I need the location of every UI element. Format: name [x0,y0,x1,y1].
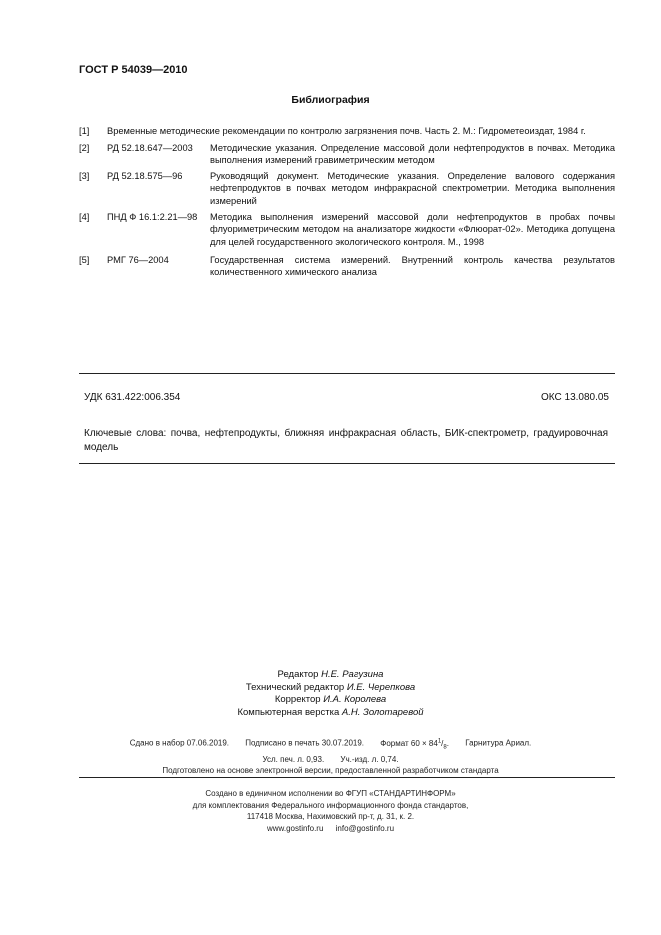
staff-name: И.А. Королева [323,694,387,706]
staff-role: Корректор [274,694,321,706]
staff-role: Редактор [277,669,319,680]
entry-code: РМГ 76—2004 [107,255,169,265]
staff-name: А.Н. Золотаревой [341,706,424,718]
entry-code: РД 52.18.647—2003 [107,143,193,153]
entry-code: ПНД Ф 16.1:2.21—98 [107,212,198,222]
keywords: Ключевые слова: почва, нефтепродукты, ближняя инфракрасная область, БИК-спектрометр, градуировочная модель [84,428,608,453]
standard-code-header: ГОСТ Р 54039—2010 [79,64,188,76]
imprint-line-3: Подготовлено на основе электронной версии, предоставленной разработчиком стандарта [162,766,499,776]
entry-text: Руководящий документ. Методические указания. Определение валового содержания нефтепродуктов в почвах методом инфракрасной спектрометрии. Методика выполнения измерений [210,171,615,206]
oks-code: ОКС 13.080.05 [541,392,609,403]
staff-role: Технический редактор [245,681,345,693]
divider-bottom [79,777,615,778]
print-format: Формат $60 \times 84^1/_8$. [380,738,449,751]
staff-line [0,707,661,720]
divider-top [79,373,615,374]
staff-name: Н.Е. Рагузина [321,669,384,680]
staff-line [0,694,661,707]
publisher-line-2: для комплектования Федерального информационного фонда стандартов, [192,800,469,810]
entry-number: [3] [79,171,90,181]
print-imprint [0,736,661,777]
entry-number: [5] [79,255,90,265]
staff-line [0,682,661,695]
entry-text: Государственная система измерений. Внутренний контроль качества результатов количественного химического анализа [210,255,615,278]
typeface: Гарнитура Ариал. [465,738,532,748]
staff-role: Компьютерная верстка [237,706,340,718]
publisher-address: 117418 Москва, Нахимовский пр-т, д. 31, к. 2. [246,812,415,821]
entry-text: Методика выполнения измерений массовой доли нефтепродуктов в пробах почвы флуориметрическим методом на анализаторе жидкости «Флюорат-02». Методика допущена для целей государственного экологического контроля. М., 1998 [210,212,615,247]
entry-number: [2] [79,143,90,153]
bibliography-title: Библиография [291,94,370,106]
entry-number: [4] [79,212,90,222]
entry-text: Временные методические рекомендации по контролю загрязнения почв. Часть 2. М.: Гидрометеоиздат, 1984 г. [107,126,586,136]
imprint-line-1 [0,736,661,754]
print-sheets: Усл. печ. л. 0,93. [262,754,325,764]
publisher-info [0,788,661,834]
udk-code: УДК 631.422:006.354 [84,392,181,403]
email-link[interactable]: info@gostinfo.ru [335,823,395,833]
divider-keywords [79,463,615,464]
imprint-line-2 [0,754,661,766]
staff-name: И.Е. Черепкова [346,681,416,693]
publisher-contacts [0,823,661,835]
submitted-date: Сдано в набор 07.06.2019. [129,738,230,748]
entry-code: РД 52.18.575—96 [107,171,183,181]
publisher-line-1: Создано в единичном исполнении во ФГУП «СТАНДАРТИНФОРМ» [205,789,456,798]
publisher-sheets: Уч.-изд. л. 0,74. [340,754,399,764]
website-link[interactable]: www.gostinfo.ru [266,823,324,833]
staff-line [0,669,661,682]
editorial-staff [0,669,661,719]
signed-date: Подписано в печать 30.07.2019. [245,738,365,748]
entry-text: Методические указания. Определение массовой доли нефтепродуктов в почвах. Методика выполнения измерений гравиметрическим методом [210,143,615,166]
entry-number: [1] [79,126,90,136]
